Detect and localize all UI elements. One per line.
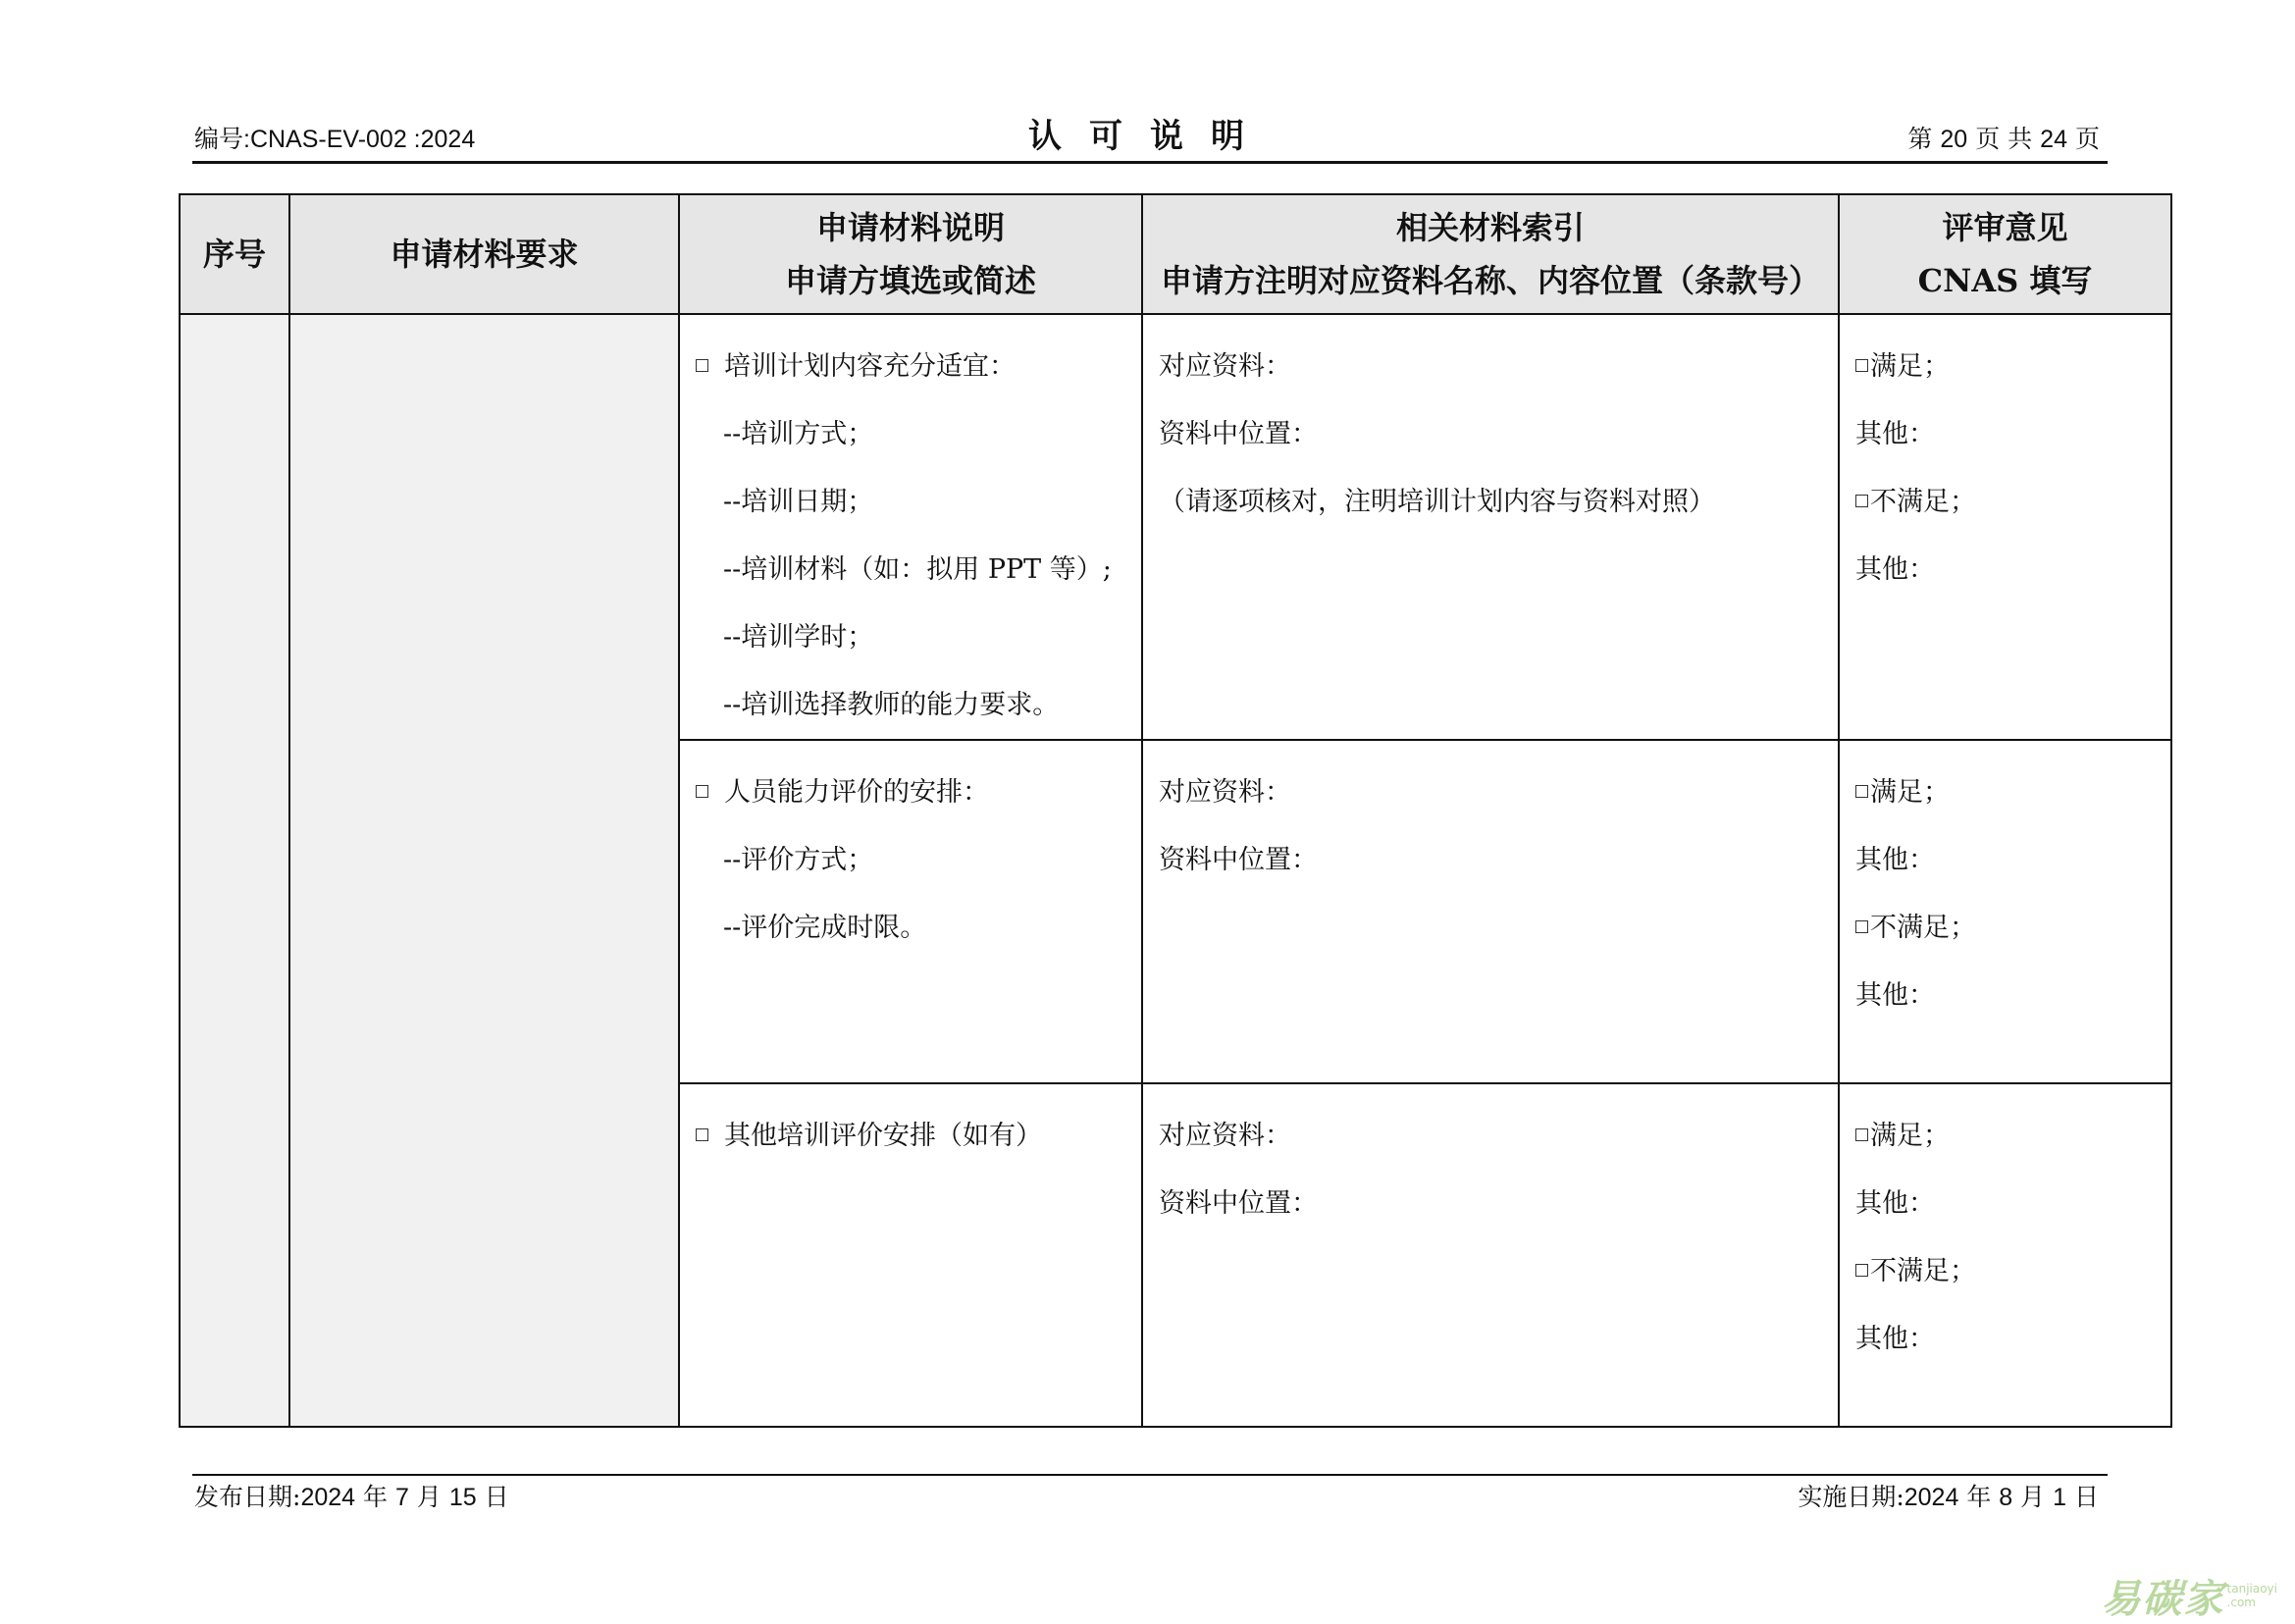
document-number: 编号:CNAS-EV-002 :2024 <box>194 126 476 153</box>
requirement-cell <box>289 314 679 1427</box>
document-title: 认可说明 <box>1028 117 1272 156</box>
header-material-requirements: 申请材料要求 <box>289 194 679 314</box>
page-header <box>192 116 2108 161</box>
description-cell <box>679 740 1142 1083</box>
checkbox-icon[interactable] <box>696 785 708 798</box>
checkbox-icon[interactable] <box>1855 495 1868 507</box>
sub-item: --培训学时； <box>723 622 874 653</box>
checkbox-icon[interactable] <box>696 359 708 372</box>
checkbox-icon[interactable] <box>1855 1128 1868 1141</box>
other-label: 其他： <box>1855 554 1935 585</box>
not-satisfied-option[interactable]: 不满足； <box>1855 1237 2157 1305</box>
header-serial-number: 序号 <box>180 194 289 314</box>
review-cell <box>1839 740 2171 1083</box>
header-review-opinion: 评审意见 CNAS 填写 <box>1839 194 2171 314</box>
other-label: 其他： <box>1855 845 1935 875</box>
checkbox-icon[interactable] <box>696 1128 708 1141</box>
index-material-label: 对应资料： <box>1159 351 1291 382</box>
header-material-description: 申请材料说明 申请方填选或简述 <box>679 194 1142 314</box>
checkbox-icon[interactable] <box>1855 785 1868 798</box>
sub-item: --培训选择教师的能力要求。 <box>723 690 1060 720</box>
table-row <box>180 314 2171 740</box>
sub-item: --培训材料（如：拟用 PPT 等）; <box>723 554 1112 585</box>
sub-item: --评价完成时限。 <box>723 913 927 943</box>
checkbox-icon[interactable] <box>1855 359 1868 372</box>
other-label: 其他： <box>1855 419 1935 449</box>
review-cell <box>1839 314 2171 740</box>
other-label: 其他： <box>1855 980 1935 1011</box>
satisfied-option[interactable]: 满足； <box>1855 759 2157 826</box>
sub-item: --培训日期； <box>723 487 874 517</box>
header-material-index: 相关材料索引 申请方注明对应资料名称、内容位置（条款号） <box>1142 194 1839 314</box>
index-material-label: 对应资料： <box>1159 1121 1291 1151</box>
table-header-row <box>180 194 2171 314</box>
watermark-logo: 易碳家 tanjiaoyi .com <box>2101 1577 2277 1622</box>
index-note: （请逐项核对，注明培训计划内容与资料对照） <box>1159 487 1715 517</box>
checkbox-icon[interactable] <box>1855 920 1868 933</box>
index-location-label: 资料中位置： <box>1159 1188 1318 1219</box>
effective-date: 实施日期:2024 年 8 月 1 日 <box>1798 1483 2099 1511</box>
footer-rule <box>192 1474 2108 1476</box>
requirements-table <box>179 193 2172 1428</box>
checkbox-item[interactable]: 培训计划内容充分适宜： <box>696 333 1127 400</box>
sub-item: --培训方式； <box>723 419 874 449</box>
description-cell <box>679 1083 1142 1427</box>
satisfied-option[interactable]: 满足； <box>1855 333 2157 400</box>
checkbox-item[interactable]: 人员能力评价的安排： <box>696 759 1127 826</box>
index-cell[interactable] <box>1142 314 1839 740</box>
not-satisfied-option[interactable]: 不满足； <box>1855 894 2157 962</box>
index-location-label: 资料中位置： <box>1159 419 1318 449</box>
checkbox-icon[interactable] <box>1855 1264 1868 1277</box>
issue-date: 发布日期:2024 年 7 月 15 日 <box>194 1483 509 1511</box>
checkbox-item[interactable]: 其他培训评价安排（如有） <box>696 1102 1127 1170</box>
sub-item: --评价方式； <box>723 845 874 875</box>
other-label: 其他： <box>1855 1324 1935 1354</box>
index-cell[interactable] <box>1142 740 1839 1083</box>
description-cell <box>679 314 1142 740</box>
review-cell <box>1839 1083 2171 1427</box>
satisfied-option[interactable]: 满足； <box>1855 1102 2157 1170</box>
index-location-label: 资料中位置： <box>1159 845 1318 875</box>
index-material-label: 对应资料： <box>1159 777 1291 808</box>
header-rule <box>192 161 2108 164</box>
other-label: 其他： <box>1855 1188 1935 1219</box>
page-number: 第 20 页 共 24 页 <box>1907 125 2100 153</box>
index-cell[interactable] <box>1142 1083 1839 1427</box>
serial-number-cell <box>180 314 289 1427</box>
not-satisfied-option[interactable]: 不满足； <box>1855 468 2157 536</box>
